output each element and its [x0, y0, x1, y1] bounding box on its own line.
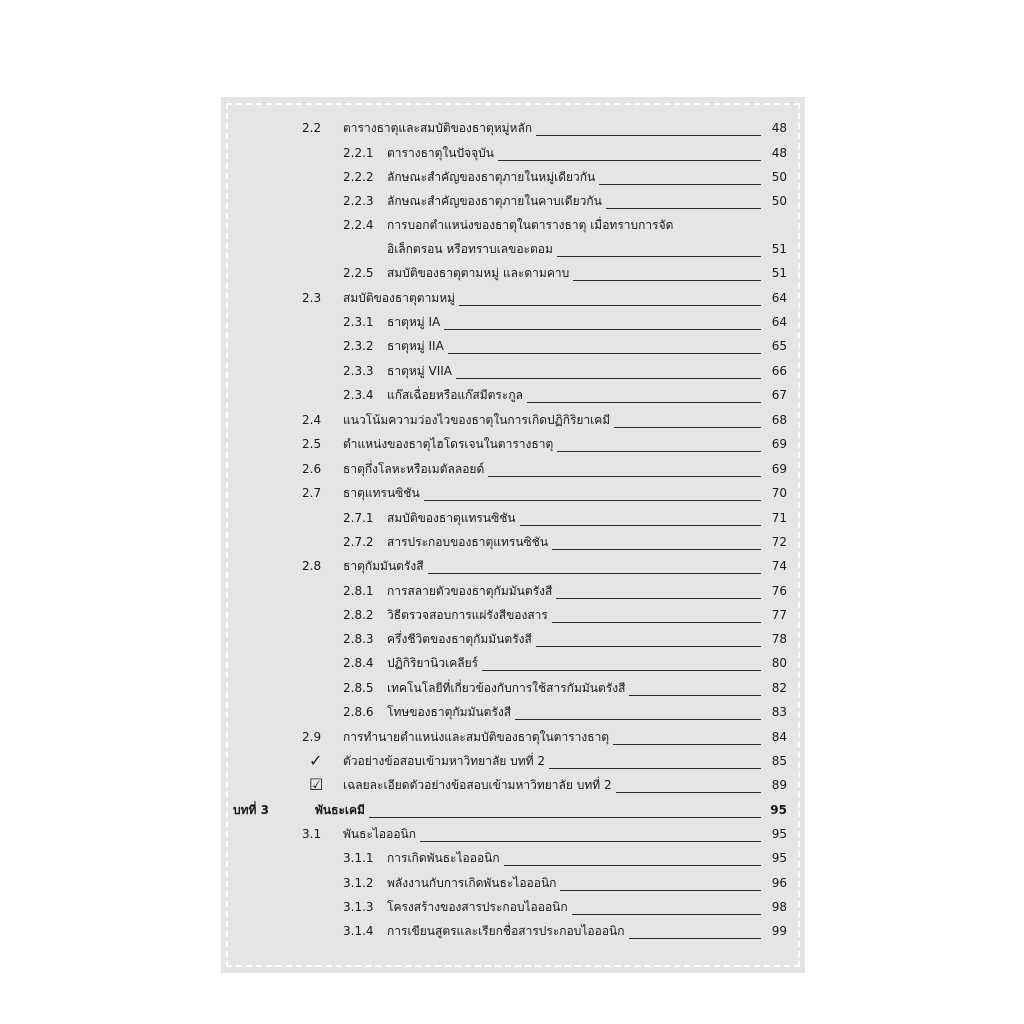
page-number: 68	[771, 413, 787, 427]
section-title: สมบัติของธาตุตามหมู่	[343, 291, 456, 305]
leader-line	[573, 280, 761, 281]
page-number: 76	[771, 584, 787, 598]
section-title: สมบัติของธาตุแทรนซิชัน	[387, 511, 516, 525]
leader-line	[488, 476, 761, 477]
toc-entry	[221, 507, 805, 529]
leader-line	[424, 500, 761, 501]
leader-line	[613, 744, 761, 745]
toc-entry	[221, 580, 805, 602]
leader-line	[444, 329, 761, 330]
section-number: 2.8	[302, 559, 322, 573]
leader-line	[456, 378, 761, 379]
page-number: 95	[771, 827, 787, 841]
toc-entry	[221, 142, 805, 164]
section-number: 2.2.2	[343, 170, 374, 184]
page-number: 69	[771, 437, 787, 451]
toc-entry	[221, 896, 805, 918]
section-title: ตารางธาตุและสมบัติของธาตุหมู่หลัก	[343, 121, 533, 135]
section-title: ลักษณะสำคัญของธาตุภายในคาบเดียวกัน	[387, 194, 602, 208]
section-title: ตารางธาตุในปัจจุบัน	[387, 146, 494, 160]
toc-entry	[221, 262, 805, 284]
section-title: ธาตุกัมมันตรังสี	[343, 559, 424, 573]
page-number: 64	[771, 315, 787, 329]
leader-line	[552, 549, 761, 550]
section-title: อิเล็กตรอน หรือทราบเลขอะตอม	[387, 242, 553, 256]
leader-line	[420, 841, 761, 842]
section-number: 3.1	[302, 827, 322, 841]
toc-entry	[221, 531, 805, 553]
page-number: 70	[771, 486, 787, 500]
page-number: 51	[771, 266, 787, 280]
section-title: โครงสร้างของสารประกอบไอออนิก	[387, 900, 568, 914]
leader-line	[527, 402, 761, 403]
page-number: 85	[771, 754, 787, 768]
page-number: 64	[771, 291, 787, 305]
book-page	[221, 97, 805, 973]
leader-line	[606, 208, 761, 209]
section-number: 2.8.6	[343, 705, 374, 719]
page-number: 65	[771, 339, 787, 353]
leader-line	[448, 353, 761, 354]
section-number: 2.8.3	[343, 632, 374, 646]
section-number: 2.2.5	[343, 266, 374, 280]
section-title: ตัวอย่างข้อสอบเข้ามหาวิทยาลัย บทที่ 2	[343, 754, 546, 768]
section-number: 2.8.1	[343, 584, 374, 598]
leader-line	[549, 768, 761, 769]
checkbox-checked-icon: ☑	[309, 775, 324, 794]
page-number: 50	[771, 170, 787, 184]
section-title: เทคโนโลยีที่เกี่ยวข้องกับการใช้สารกัมมันตรังสี	[387, 681, 626, 695]
section-number: 2.8.5	[343, 681, 374, 695]
toc-entry	[221, 677, 805, 699]
toc-entry	[221, 847, 805, 869]
toc-entry	[221, 750, 805, 772]
section-number: 3.1.1	[343, 851, 374, 865]
toc-entry	[221, 774, 805, 796]
toc-entry	[221, 701, 805, 723]
page-number: 96	[771, 876, 787, 890]
section-number: 2.3.2	[343, 339, 374, 353]
section-number: 2.2.3	[343, 194, 374, 208]
section-title: ธาตุหมู่ VIIA	[387, 364, 452, 378]
leader-line	[369, 817, 761, 818]
toc-entry	[221, 433, 805, 455]
toc-entry	[221, 458, 805, 480]
page-number: 78	[771, 632, 787, 646]
leader-line	[556, 598, 761, 599]
page-number: 74	[771, 559, 787, 573]
toc-entry	[221, 311, 805, 333]
toc-entry	[221, 652, 805, 674]
check-icon: ✓	[309, 751, 323, 770]
section-title: ธาตุหมู่ IA	[387, 315, 441, 329]
toc-entry	[221, 872, 805, 894]
leader-line	[459, 305, 761, 306]
leader-line	[520, 525, 761, 526]
page-number: 69	[771, 462, 787, 476]
section-title: สมบัติของธาตุตามหมู่ และตามคาบ	[387, 266, 570, 280]
section-title: พลังงานกับการเกิดพันธะไอออนิก	[387, 876, 557, 890]
section-number: 2.8.4	[343, 656, 374, 670]
leader-line	[629, 938, 761, 939]
page-number: 71	[771, 511, 787, 525]
page-number: 95	[770, 803, 787, 817]
section-title: สารประกอบของธาตุแทรนซิชัน	[387, 535, 549, 549]
section-number: 2.7.2	[343, 535, 374, 549]
section-title: ปฏิกิริยานิวเคลียร์	[387, 656, 479, 670]
page-number: 84	[771, 730, 787, 744]
leader-line	[536, 646, 761, 647]
page-number: 66	[771, 364, 787, 378]
leader-line	[572, 914, 761, 915]
section-title: การสลายตัวของธาตุกัมมันตรังสี	[387, 584, 553, 598]
section-number: 2.6	[302, 462, 322, 476]
section-title: แนวโน้มความว่องไวของธาตุในการเกิดปฏิกิริยาเคมี	[343, 413, 611, 427]
toc-entry	[221, 384, 805, 406]
leader-line	[536, 135, 761, 136]
section-title: ครึ่งชีวิตของธาตุกัมมันตรังสี	[387, 632, 532, 646]
section-title: ธาตุหมู่ IIA	[387, 339, 444, 353]
section-title: ธาตุกึ่งโลหะหรือเมตัลลอยด์	[343, 462, 485, 476]
section-number: 3.1.4	[343, 924, 374, 938]
leader-line	[557, 451, 761, 452]
page-number: 67	[771, 388, 787, 402]
section-title: ตำแหน่งของธาตุไฮโดรเจนในตารางธาตุ	[343, 437, 554, 451]
section-number: 2.2	[302, 121, 322, 135]
section-number: 3.1.2	[343, 876, 374, 890]
toc-entry	[221, 409, 805, 431]
page-number: 51	[771, 242, 787, 256]
section-title: โทษของธาตุกัมมันตรังสี	[387, 705, 512, 719]
page-number: 89	[771, 778, 787, 792]
section-number: 2.3.3	[343, 364, 374, 378]
toc-entry	[221, 360, 805, 382]
section-number: 2.4	[302, 413, 322, 427]
leader-line	[614, 427, 761, 428]
section-number: 2.8.2	[343, 608, 374, 622]
section-number: 2.7	[302, 486, 322, 500]
section-title: เฉลยละเอียดตัวอย่างข้อสอบเข้ามหาวิทยาลัย บทที่ 2	[343, 778, 612, 792]
toc-entry	[221, 482, 805, 504]
section-title: การเขียนสูตรและเรียกชื่อสารประกอบไอออนิก	[387, 924, 625, 938]
section-title: แก๊สเฉื่อยหรือแก๊สมีตระกูล	[387, 388, 523, 402]
leader-line	[498, 160, 761, 161]
toc-entry	[221, 190, 805, 212]
section-title: การเกิดพันธะไอออนิก	[387, 851, 500, 865]
toc-entry	[221, 628, 805, 650]
toc-entry	[221, 726, 805, 748]
toc-entry	[221, 335, 805, 357]
leader-line	[560, 890, 761, 891]
section-number: 2.5	[302, 437, 322, 451]
toc-entry	[221, 166, 805, 188]
toc-entry	[221, 920, 805, 942]
leader-line	[616, 792, 761, 793]
section-title: การทำนายตำแหน่งและสมบัติของธาตุในตารางธาตุ	[343, 730, 610, 744]
section-title: พันธะไอออนิก	[343, 827, 417, 841]
section-title: วิธีตรวจสอบการแผ่รังสีของสาร	[387, 608, 548, 622]
section-number: 2.3.4	[343, 388, 374, 402]
section-title: พันธะเคมี	[315, 803, 365, 817]
leader-line	[482, 670, 761, 671]
toc-entry	[221, 287, 805, 309]
section-number: 2.3.1	[343, 315, 374, 329]
page-number: 48	[771, 146, 787, 160]
section-number: 2.2.4	[343, 218, 374, 232]
toc-entry	[221, 823, 805, 845]
section-title: การบอกตำแหน่งของธาตุในตารางธาตุ เมื่อทราบการจัด	[387, 218, 674, 232]
chapter-label: บทที่ 3	[233, 803, 269, 817]
page-number: 98	[771, 900, 787, 914]
toc-entry	[221, 214, 805, 236]
page-number: 82	[771, 681, 787, 695]
section-title: ธาตุแทรนซิชัน	[343, 486, 420, 500]
section-number: 2.2.1	[343, 146, 374, 160]
page-number: 48	[771, 121, 787, 135]
leader-line	[557, 256, 761, 257]
section-number: 3.1.3	[343, 900, 374, 914]
leader-line	[552, 622, 761, 623]
section-number: 2.3	[302, 291, 322, 305]
section-title: ลักษณะสำคัญของธาตุภายในหมู่เดียวกัน	[387, 170, 596, 184]
page-number: 95	[771, 851, 787, 865]
leader-line	[629, 695, 761, 696]
toc-entry	[221, 117, 805, 139]
toc-entry	[221, 238, 805, 260]
page-number: 72	[771, 535, 787, 549]
section-number: 2.9	[302, 730, 322, 744]
toc-entry	[221, 555, 805, 577]
section-number: 2.7.1	[343, 511, 374, 525]
toc-entry	[221, 799, 805, 821]
leader-line	[428, 573, 761, 574]
page-number: 99	[771, 924, 787, 938]
page-number: 80	[771, 656, 787, 670]
leader-line	[599, 184, 761, 185]
page-number: 50	[771, 194, 787, 208]
page-number: 77	[771, 608, 787, 622]
leader-line	[504, 865, 761, 866]
toc-entry	[221, 604, 805, 626]
page-number: 83	[771, 705, 787, 719]
leader-line	[515, 719, 761, 720]
